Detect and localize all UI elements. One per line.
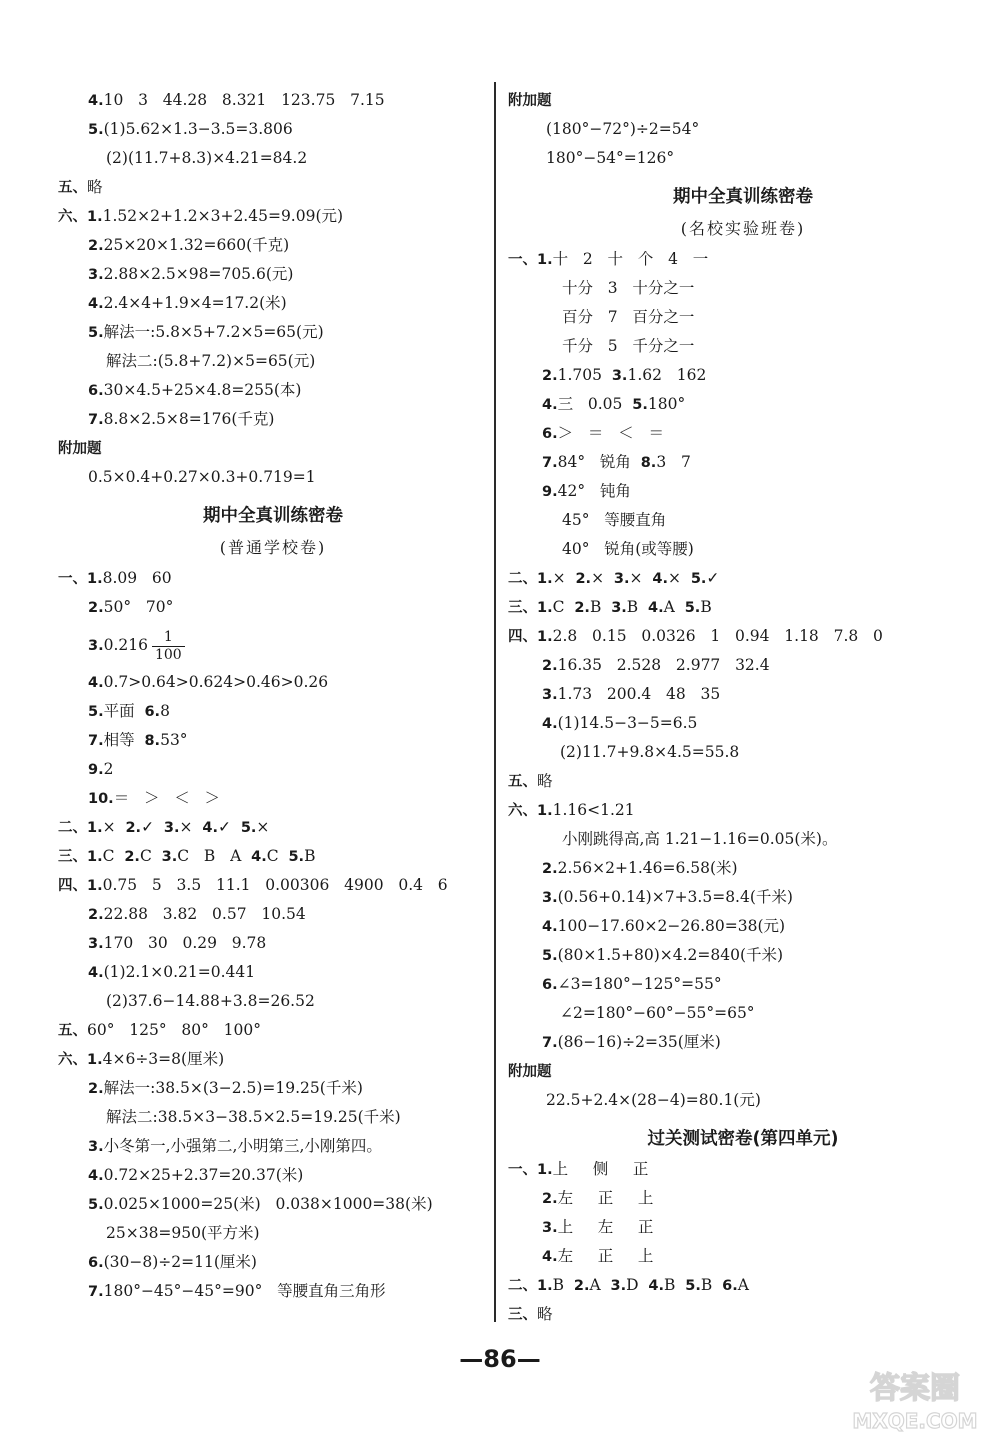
fraction-denominator: 100 [154,646,182,663]
answer-line [58,1161,488,1190]
answer-line [508,390,978,419]
answer-line [58,1277,488,1306]
answer-text: 53° [160,731,188,749]
answer-line [508,535,978,564]
answer-text: B [626,598,649,616]
answer-text: × [667,569,691,587]
answer-line [508,477,978,506]
fraction [152,629,185,664]
answer-text: 左 正 上 [557,1189,654,1207]
answer-text: 30×4.5+25×4.8=255(本) [103,381,302,399]
answer-text: (0.56+0.14)×7+3.5=8.4(千米) [557,888,793,906]
question-number: 一、1. [508,252,553,268]
answer-text: 相等 [103,731,145,749]
question-number: 5. [632,397,648,413]
answer-text: B [589,598,612,616]
answer-text: 百分 7 百分之一 [562,308,695,326]
answer-line [508,1057,978,1086]
question-number: 2. [124,849,140,865]
question-number: 7. [88,733,104,749]
answer-text: C [266,847,289,865]
fraction-numerator: 1 [152,629,185,647]
question-number: 4. [88,965,104,981]
answer-text: B [664,1276,686,1294]
question-number: 5. [542,948,558,964]
answer-text: ∠3=180°−125°=55° [557,975,722,993]
watermark-logo [840,1360,990,1440]
answer-line [58,434,488,463]
answer-text: 84° 锐角 [557,453,641,471]
answer-line [58,202,488,231]
answer-line [58,842,488,871]
question-number: 3. [163,820,180,836]
answer-text: 解法一:38.5×(3−2.5)=19.25(千米) [103,1079,363,1097]
question-number: 2. [542,1191,558,1207]
question-number: 4. [648,600,664,616]
answer-line [508,825,978,854]
answer-line [508,854,978,883]
answer-line [508,767,978,796]
page-number: —86— [459,1345,541,1373]
question-number: 6. [88,383,104,399]
answer-text: 小刚跳得高,高 1.21−1.16=0.05(米)。 [562,830,838,848]
question-number: 5. [88,704,104,720]
answer-text: ∠2=180°−60°−55°=65° [560,1004,755,1022]
question-number: 4. [648,1278,665,1294]
answer-line [508,144,978,173]
question-number: 5. [240,820,257,836]
answer-line [508,86,978,115]
answer-text: C [139,847,162,865]
answer-line [508,448,978,477]
answer-line [58,564,488,593]
answer-text: 3 7 [656,453,691,471]
question-number: 4. [88,93,104,109]
watermark-text-cn: 答案圈 [870,1371,960,1406]
answer-line [58,1103,488,1132]
answer-text: × [629,569,653,587]
question-number: 2. [88,600,104,616]
answer-line [58,289,488,318]
question-number: 5. [88,122,104,138]
question-number: 二、1. [508,1278,553,1294]
answer-text: × [179,818,203,836]
answer-line [508,564,978,593]
question-number: 10. [88,791,114,807]
question-number: 3. [610,1278,627,1294]
answer-text: 45° 等腰直角 [562,511,667,529]
answer-text: 180° [647,395,686,413]
answer-line [58,755,488,784]
question-number: 3. [88,638,104,654]
answer-text: 170 30 0.29 9.78 [103,934,267,952]
answer-text: (2)(11.7+8.3)×4.21=84.2 [106,149,308,167]
question-number: 4. [542,397,558,413]
answer-line [508,738,978,767]
question-number: 4. [251,849,267,865]
answer-line [508,1184,978,1213]
answer-text: 4×6÷3=8(厘米) [102,1050,225,1068]
question-number: 3. [613,571,630,587]
answer-text: 0.216 [103,636,148,654]
answer-text: × [552,569,576,587]
question-number: 9. [542,484,558,500]
answer-text: 22.5+2.4×(28−4)=80.1(元) [546,1091,761,1109]
answer-line [508,709,978,738]
answer-line [58,376,488,405]
question-number: 3. [542,687,558,703]
question-number: 附加题 [508,93,552,109]
answer-line [508,419,978,448]
answer-line [508,999,978,1028]
question-number: 3. [161,849,178,865]
answer-text: 2.56×2+1.46=6.58(米) [557,859,738,877]
question-number: 2. [88,907,104,923]
answer-text: 50° 70° [103,598,174,616]
answer-line [508,941,978,970]
answer-text: 1.52×2+1.2×3+2.45=9.09(元) [102,207,344,225]
answer-text: 千分 5 千分之一 [562,337,695,355]
question-number: 3. [611,368,628,384]
answer-line [508,361,978,390]
answer-text: × [256,818,270,836]
question-number: 2. [573,1278,590,1294]
answer-text: 1.705 [557,366,612,384]
section-title: 过关测试密卷(第四单元) [647,1129,839,1149]
answer-text: ✓ [706,569,720,587]
answer-line [508,506,978,535]
answer-text: B [700,1276,723,1294]
question-number: 六、1. [58,209,103,225]
answer-line [508,245,978,274]
answer-text: (86−16)÷2=35(厘米) [557,1033,721,1051]
question-number: 3. [88,267,104,283]
question-number: 四、1. [58,878,103,894]
answer-text: 100−17.60×2−26.80=38(元) [557,917,786,935]
answer-line [58,929,488,958]
question-number: 二、1. [58,820,103,836]
answer-text: 解法二:(5.8+7.2)×5=65(元) [106,352,316,370]
answer-text: (1)2.1×0.21=0.441 [103,963,256,981]
answer-text: 略 [537,772,553,790]
answer-line [58,622,488,668]
answer-line [58,231,488,260]
answer-text: 上 侧 正 [552,1160,649,1178]
answer-line [58,1248,488,1277]
answer-text: ＝ ＞ ＜ ＞ [113,789,221,807]
answer-text: 解法一:5.8×5+7.2×5=65(元) [103,323,324,341]
answer-text: 60° 125° 80° 100° [87,1021,261,1039]
answer-line [58,1045,488,1074]
answer-line [58,405,488,434]
question-number: 2. [542,861,558,877]
answer-line [58,871,488,900]
question-number: 五、 [58,180,87,196]
question-number: 附加题 [58,441,102,457]
answer-text: ✓ [217,818,241,836]
question-number: 一、1. [508,1162,553,1178]
answer-text: C [552,598,575,616]
answer-line [58,144,488,173]
question-number: 7. [88,1284,104,1300]
question-number: 5. [685,1278,701,1294]
question-number: 6. [542,977,558,993]
question-number: 6. [542,426,558,442]
left-column [58,86,488,1306]
answer-text: 略 [537,1305,553,1323]
answer-line [508,883,978,912]
answer-line [508,274,978,303]
answer-text: (80×1.5+80)×4.2=840(千米) [557,946,784,964]
answer-text: 平面 [103,702,145,720]
question-number: 4. [88,675,104,691]
answer-text: 左 正 上 [557,1247,654,1265]
question-number: 3. [88,936,104,952]
question-number: 8. [144,733,161,749]
answer-line [58,1016,488,1045]
question-number: 五、 [508,774,537,790]
answer-line [508,651,978,680]
answer-text: 8.09 60 [102,569,172,587]
watermark-text-url: MXQE.COM [852,1409,978,1433]
question-number: 8. [640,455,657,471]
answer-line [508,1155,978,1184]
answer-text: B [304,847,316,865]
answer-line [508,622,978,651]
answer-text: 1.73 200.4 48 35 [557,685,721,703]
question-number: 3. [542,1220,558,1236]
answer-text: 0.025×1000=25(米) 0.038×1000=38(米) [103,1195,433,1213]
answer-text: 25×38=950(平方米) [106,1224,260,1242]
answer-line [508,1028,978,1057]
answer-line [508,332,978,361]
answer-text: × [591,569,614,587]
answer-text: 十分 3 十分之一 [562,279,695,297]
question-number: 六、1. [508,803,553,819]
answer-text: 2.4×4+1.9×4=17.2(米) [103,294,287,312]
question-number: 2. [542,368,558,384]
question-number: 5. [684,600,701,616]
question-number: 五、 [58,1023,87,1039]
question-number: 4. [542,919,558,935]
answer-line [508,680,978,709]
question-number: 6. [722,1278,738,1294]
answer-text: 2.8 0.15 0.0326 1 0.94 1.18 7.8 0 [552,627,883,645]
section-subtitle: (普通学校卷) [219,538,327,557]
answer-line [58,86,488,115]
answer-text: 2 [103,760,114,778]
question-number: 5. [690,571,707,587]
question-number: 3. [88,1139,104,1155]
question-number: 附加题 [508,1064,552,1080]
answer-text: 三 0.05 [557,395,633,413]
question-number: 4. [88,1168,104,1184]
section-subtitle: (名校实验班卷) [680,219,806,238]
answer-text: (30−8)÷2=11(厘米) [103,1253,257,1271]
answer-line [508,1242,978,1271]
answer-line [58,318,488,347]
question-number: 四、1. [508,629,553,645]
answer-text: 1.16<1.21 [552,801,635,819]
answer-line [58,958,488,987]
column-divider [494,82,496,1322]
answer-text: 0.72×25+2.37=20.37(米) [103,1166,304,1184]
question-number: 2. [88,238,104,254]
answer-line [508,303,978,332]
answer-line [58,1219,488,1248]
answer-text: D [626,1276,649,1294]
right-column [508,86,978,1329]
answer-text: 10 3 44.28 8.321 123.75 7.15 [103,91,385,109]
question-number: 2. [575,571,592,587]
answer-line [58,463,488,492]
answer-text: (2)11.7+9.8×4.5=55.8 [560,743,740,761]
question-number: 4. [542,716,558,732]
answer-text: 小冬第一,小强第二,小明第三,小刚第四。 [103,1137,382,1155]
answer-text: B [552,1276,574,1294]
answer-line [58,593,488,622]
question-number: 7. [88,412,104,428]
question-number: 3. [611,600,627,616]
answer-text: (2)37.6−14.88+3.8=26.52 [106,992,315,1010]
answer-text: A [589,1276,611,1294]
answer-text: A [737,1276,749,1294]
answer-text: 0.5×0.4+0.27×0.3+0.719=1 [88,468,316,486]
answer-text: 2.88×2.5×98=705.6(元) [103,265,294,283]
answer-text: 42° 钝角 [557,482,631,500]
answer-text: ＞ ＝ ＜ ＝ [557,424,664,442]
answer-line [58,1132,488,1161]
question-number: 4. [202,820,218,836]
answer-line [58,726,488,755]
answer-text: 22.88 3.82 0.57 10.54 [103,905,306,923]
answer-line [508,115,978,144]
question-number: 二、1. [508,571,553,587]
answer-line [58,115,488,144]
answer-text: 8.8×2.5×8=176(千克) [103,410,275,428]
question-number: 6. [144,704,161,720]
answer-text: ✓ [141,818,164,836]
answer-text: 解法二:38.5×3−38.5×2.5=19.25(千米) [106,1108,401,1126]
answer-text: C [102,847,125,865]
answer-text: (1)14.5−3−5=6.5 [557,714,698,732]
question-number: 4. [88,296,104,312]
answer-text: 8 [160,702,170,720]
section-title: 期中全真训练密卷 [203,506,343,526]
answer-text: 略 [87,178,103,196]
question-number: 2. [574,600,590,616]
answer-line [508,593,978,622]
answer-line [58,784,488,813]
answer-text: C B A [177,847,252,865]
question-number: 3. [542,890,558,906]
question-number: 三、 [508,1307,537,1323]
answer-text: (1)5.62×1.3−3.5=3.806 [103,120,293,138]
answer-text: 0.7>0.64>0.624>0.46>0.26 [103,673,329,691]
answer-line [58,173,488,202]
answer-line [58,987,488,1016]
answer-text: 40° 锐角(或等腰) [562,540,694,558]
question-number: 三、1. [508,600,553,616]
answer-line [508,1271,978,1300]
question-number: 7. [542,455,558,471]
answer-text: 上 左 正 [557,1218,654,1236]
question-number: 6. [88,1255,104,1271]
answer-text: A [663,598,685,616]
question-number: 4. [652,571,668,587]
answer-line [58,697,488,726]
answer-text: 25×20×1.32=660(千克) [103,236,290,254]
question-number: 2. [88,1081,104,1097]
answer-text: 180°−54°=126° [546,149,675,167]
question-number: 六、1. [58,1052,103,1068]
answer-line [508,1300,978,1329]
answer-line [508,970,978,999]
answer-text: 十 2 十 个 4 一 [552,250,709,268]
section-title: 期中全真训练密卷 [673,187,813,207]
question-number: 5. [88,1197,104,1213]
answer-text: 0.75 5 3.5 11.1 0.00306 4900 0.4 6 [102,876,448,894]
answer-text: (180°−72°)÷2=54° [546,120,700,138]
answer-text: × [102,818,126,836]
answer-line [58,668,488,697]
answer-line [508,912,978,941]
answer-line [58,1074,488,1103]
question-number: 7. [542,1035,558,1051]
question-number: 2. [125,820,142,836]
answer-text: 16.35 2.528 2.977 32.4 [557,656,770,674]
answer-text: 180°−45°−45°=90° 等腰直角三角形 [103,1282,386,1300]
answer-line [58,347,488,376]
answer-line [58,260,488,289]
question-number: 5. [88,325,104,341]
answer-line [508,1213,978,1242]
answer-line [58,813,488,842]
question-number: 9. [88,762,104,778]
question-number: 三、1. [58,849,103,865]
answer-line [508,1086,978,1115]
answer-line [58,900,488,929]
answer-text: 1.62 162 [627,366,707,384]
question-number: 2. [542,658,558,674]
question-number: 4. [542,1249,558,1265]
answer-line [508,796,978,825]
answer-line [58,1190,488,1219]
answer-text: B [700,598,712,616]
question-number: 5. [288,849,305,865]
question-number: 一、1. [58,571,103,587]
